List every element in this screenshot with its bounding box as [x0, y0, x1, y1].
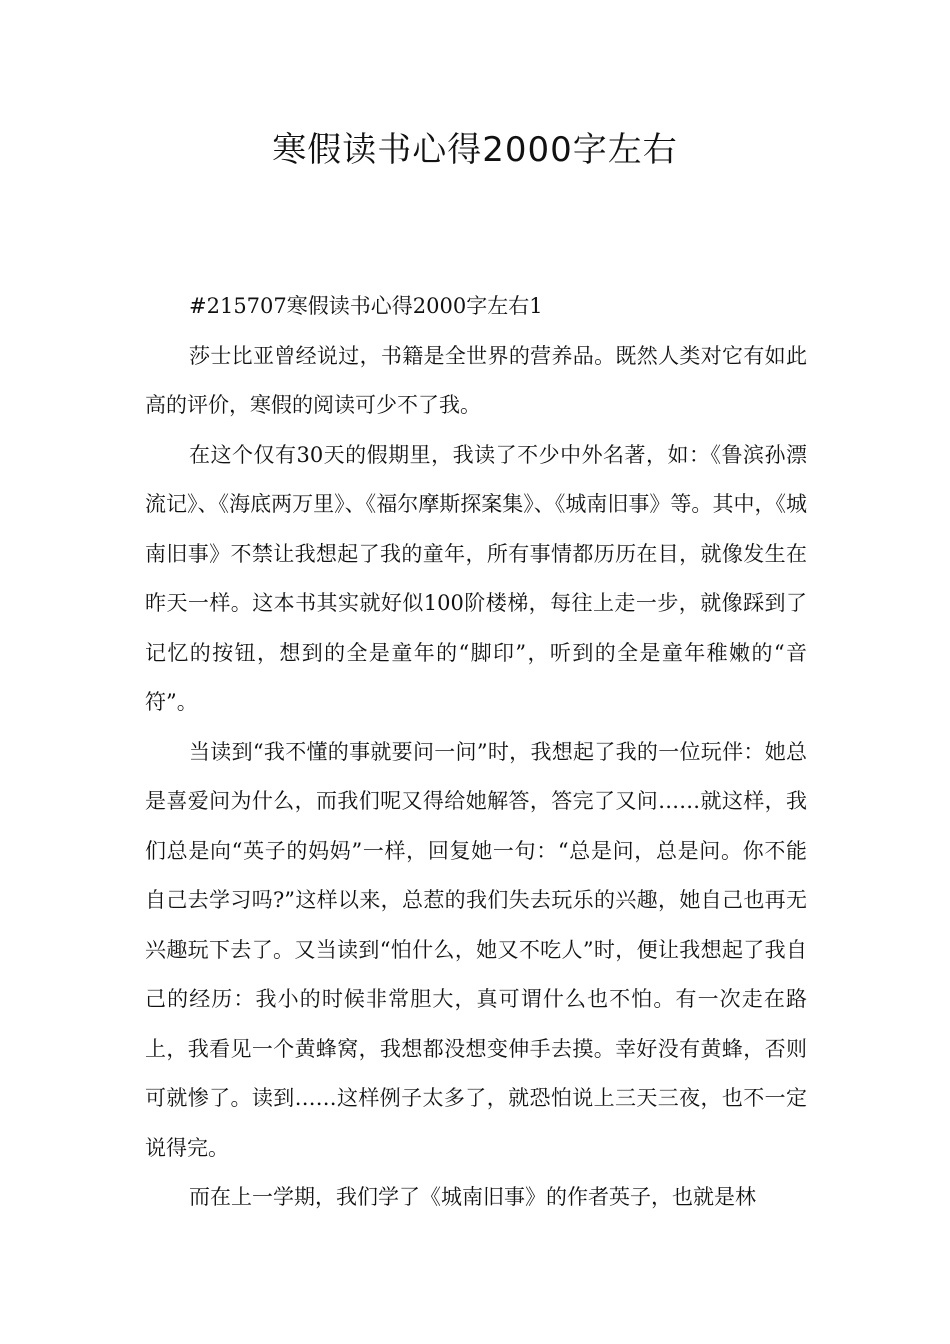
paragraph-3: 当读到“我不懂的事就要问一问”时，我想起了我的一位玩伴：她总是喜爱问为什么，而我们呢又得给她解答，答完了又问……就这样，我们总是向“英子的妈妈”一样，回复她一句：“总是问，总是问。你不能自己去学习吗?”这样以来，总惹的我们失去玩乐的兴趣，她自己也再无兴趣玩下去了。又当读到“怕什么，她又不吃人”时，便让我想起了我自己的经历：我小的时候非常胆大，真可谓什么也不怕。有一次走在路上，我看见一个黄蜂窝，我想都没想变伸手去摸。幸好没有黄蜂，否则可就惨了。读到……这样例子太多了，就恐怕说上三天三夜，也不一定说得完。: [145, 739, 807, 1160]
document-body: [145, 282, 807, 1223]
article-heading-line: #215707寒假读书心得2000字左右1: [189, 294, 543, 318]
paragraph-2: 在这个仅有30天的假期里，我读了不少中外名著，如：《鲁滨孙漂流记》、《海底两万里》、《福尔摩斯探案集》、《城南旧事》等。其中，《城南旧事》不禁让我想起了我的童年，所有事情都历历在目，就像发生在昨天一样。这本书其实就好似100阶楼梯，每往上走一步，就像踩到了记忆的按钮，想到的全是童年的“脚印”，听到的全是童年稚嫩的“音符”。: [145, 442, 807, 714]
paragraph-1: 莎士比亚曾经说过，书籍是全世界的营养品。既然人类对它有如此高的评价，寒假的阅读可少不了我。: [145, 343, 807, 417]
document-title: 寒假读书心得2000字左右: [272, 130, 678, 170]
paragraph-4: 而在上一学期，我们学了《城南旧事》的作者英子，也就是林: [189, 1185, 756, 1209]
